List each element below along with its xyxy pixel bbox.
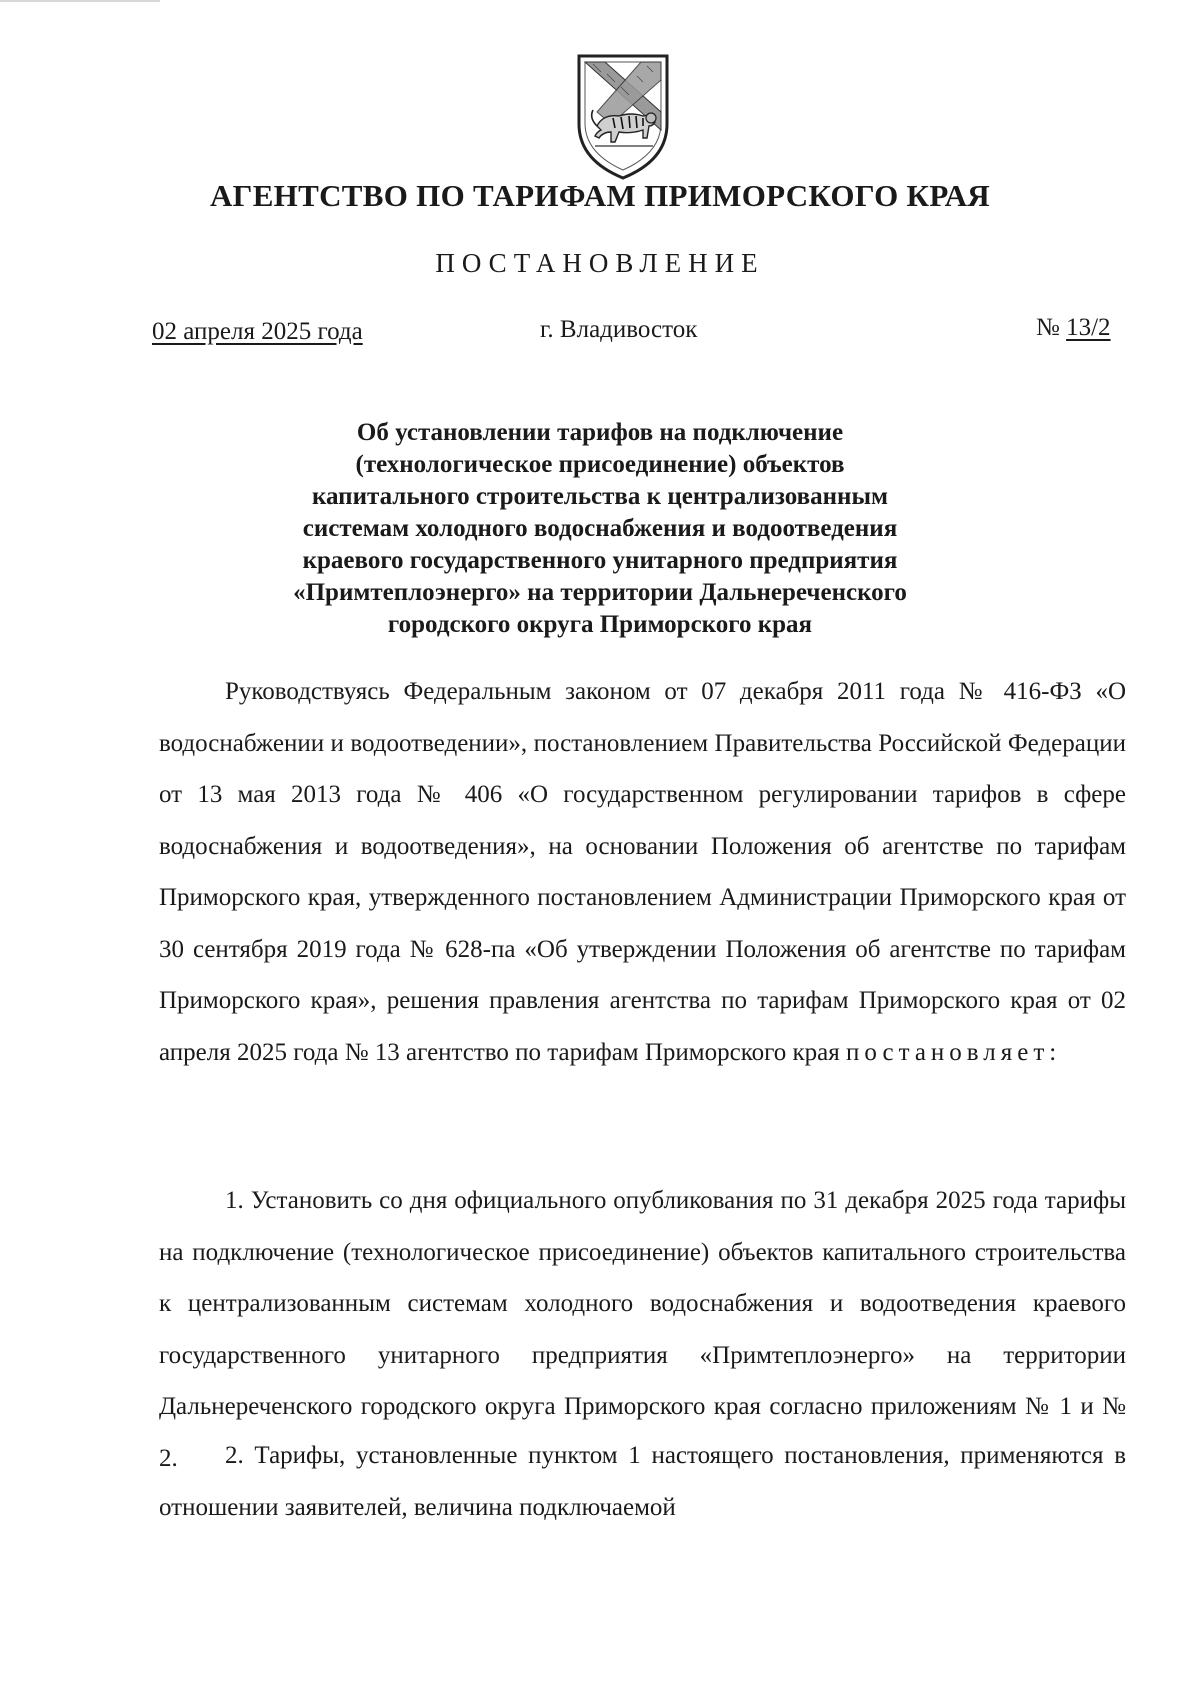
- resolves-word: постановляет:: [845, 1038, 1062, 1066]
- document-number: [1036, 314, 1111, 342]
- document-city: г. Владивосток: [540, 316, 698, 343]
- document-type: ПОСТАНОВЛЕНИЕ: [435, 248, 765, 278]
- subject-line: системам холодного водоснабжения и водоотведения: [302, 515, 898, 542]
- subject-line: капитального строительства к централизованным: [311, 483, 888, 510]
- preamble-paragraph: [159, 666, 1126, 1078]
- preamble-text: [159, 666, 1126, 1078]
- number-value: 13/2: [1066, 314, 1111, 341]
- scan-edge-mark: [0, 0, 160, 2]
- subject-line: краевого государственного унитарного предприятия: [302, 547, 898, 574]
- document-date: 02 апреля 2025 года: [152, 318, 363, 345]
- coat-of-arms-icon: [573, 52, 673, 182]
- preamble-body: Руководствуясь Федеральным законом от 07 декабря 2011 года № 416-ФЗ «О водоснабжении и водоотведении», постановлением Правительства Российской Федерации от 13 мая 2013 года № 406 «О государственном регулировании тарифов в сфере водоснабжения и водоотведения», на основании Положения об агентстве по тарифам Приморского края, утвержденного постановлением Администрации Приморского края от 30 сентября 2019 года № 628-па «Об утверждении Положения об агентстве по тарифам Приморского края», решения правления агентства по тарифам Приморского края от 02 апреля 2025 года № 13 агентство по тарифам Приморского края: [159, 678, 1126, 1066]
- agency-title: АГЕНТСТВО ПО ТАРИФАМ ПРИМОРСКОГО КРАЯ: [210, 178, 990, 213]
- item-2-paragraph: [159, 1430, 1126, 1533]
- number-prefix: №: [1036, 314, 1060, 341]
- subject-line: «Примтеплоэнерго» на территории Дальнереченского: [293, 579, 907, 606]
- subject-line: (технологическое присоединение) объектов: [355, 451, 845, 478]
- subject-line: городского округа Приморского края: [387, 611, 813, 638]
- item-1-text: 1. Установить со дня официального опубликования по 31 декабря 2025 года тарифы на подключение (технологическое присоединение) объектов капитального строительства к централизованным системам холодного водоснабжения и водоотведения краевого государственного унитарного предприятия «Примтеплоэнерго» на территории Дальнереченского городского округа Приморского края согласно приложениям № 1 и № 2.: [159, 1187, 1126, 1472]
- item-2-text: 2. Тарифы, установленные пунктом 1 настоящего постановления, применяются в отношении заявителей, величина подключаемой: [159, 1442, 1126, 1521]
- subject-line: Об установлении тарифов на подключение: [356, 419, 844, 446]
- document-subject: [200, 417, 1000, 641]
